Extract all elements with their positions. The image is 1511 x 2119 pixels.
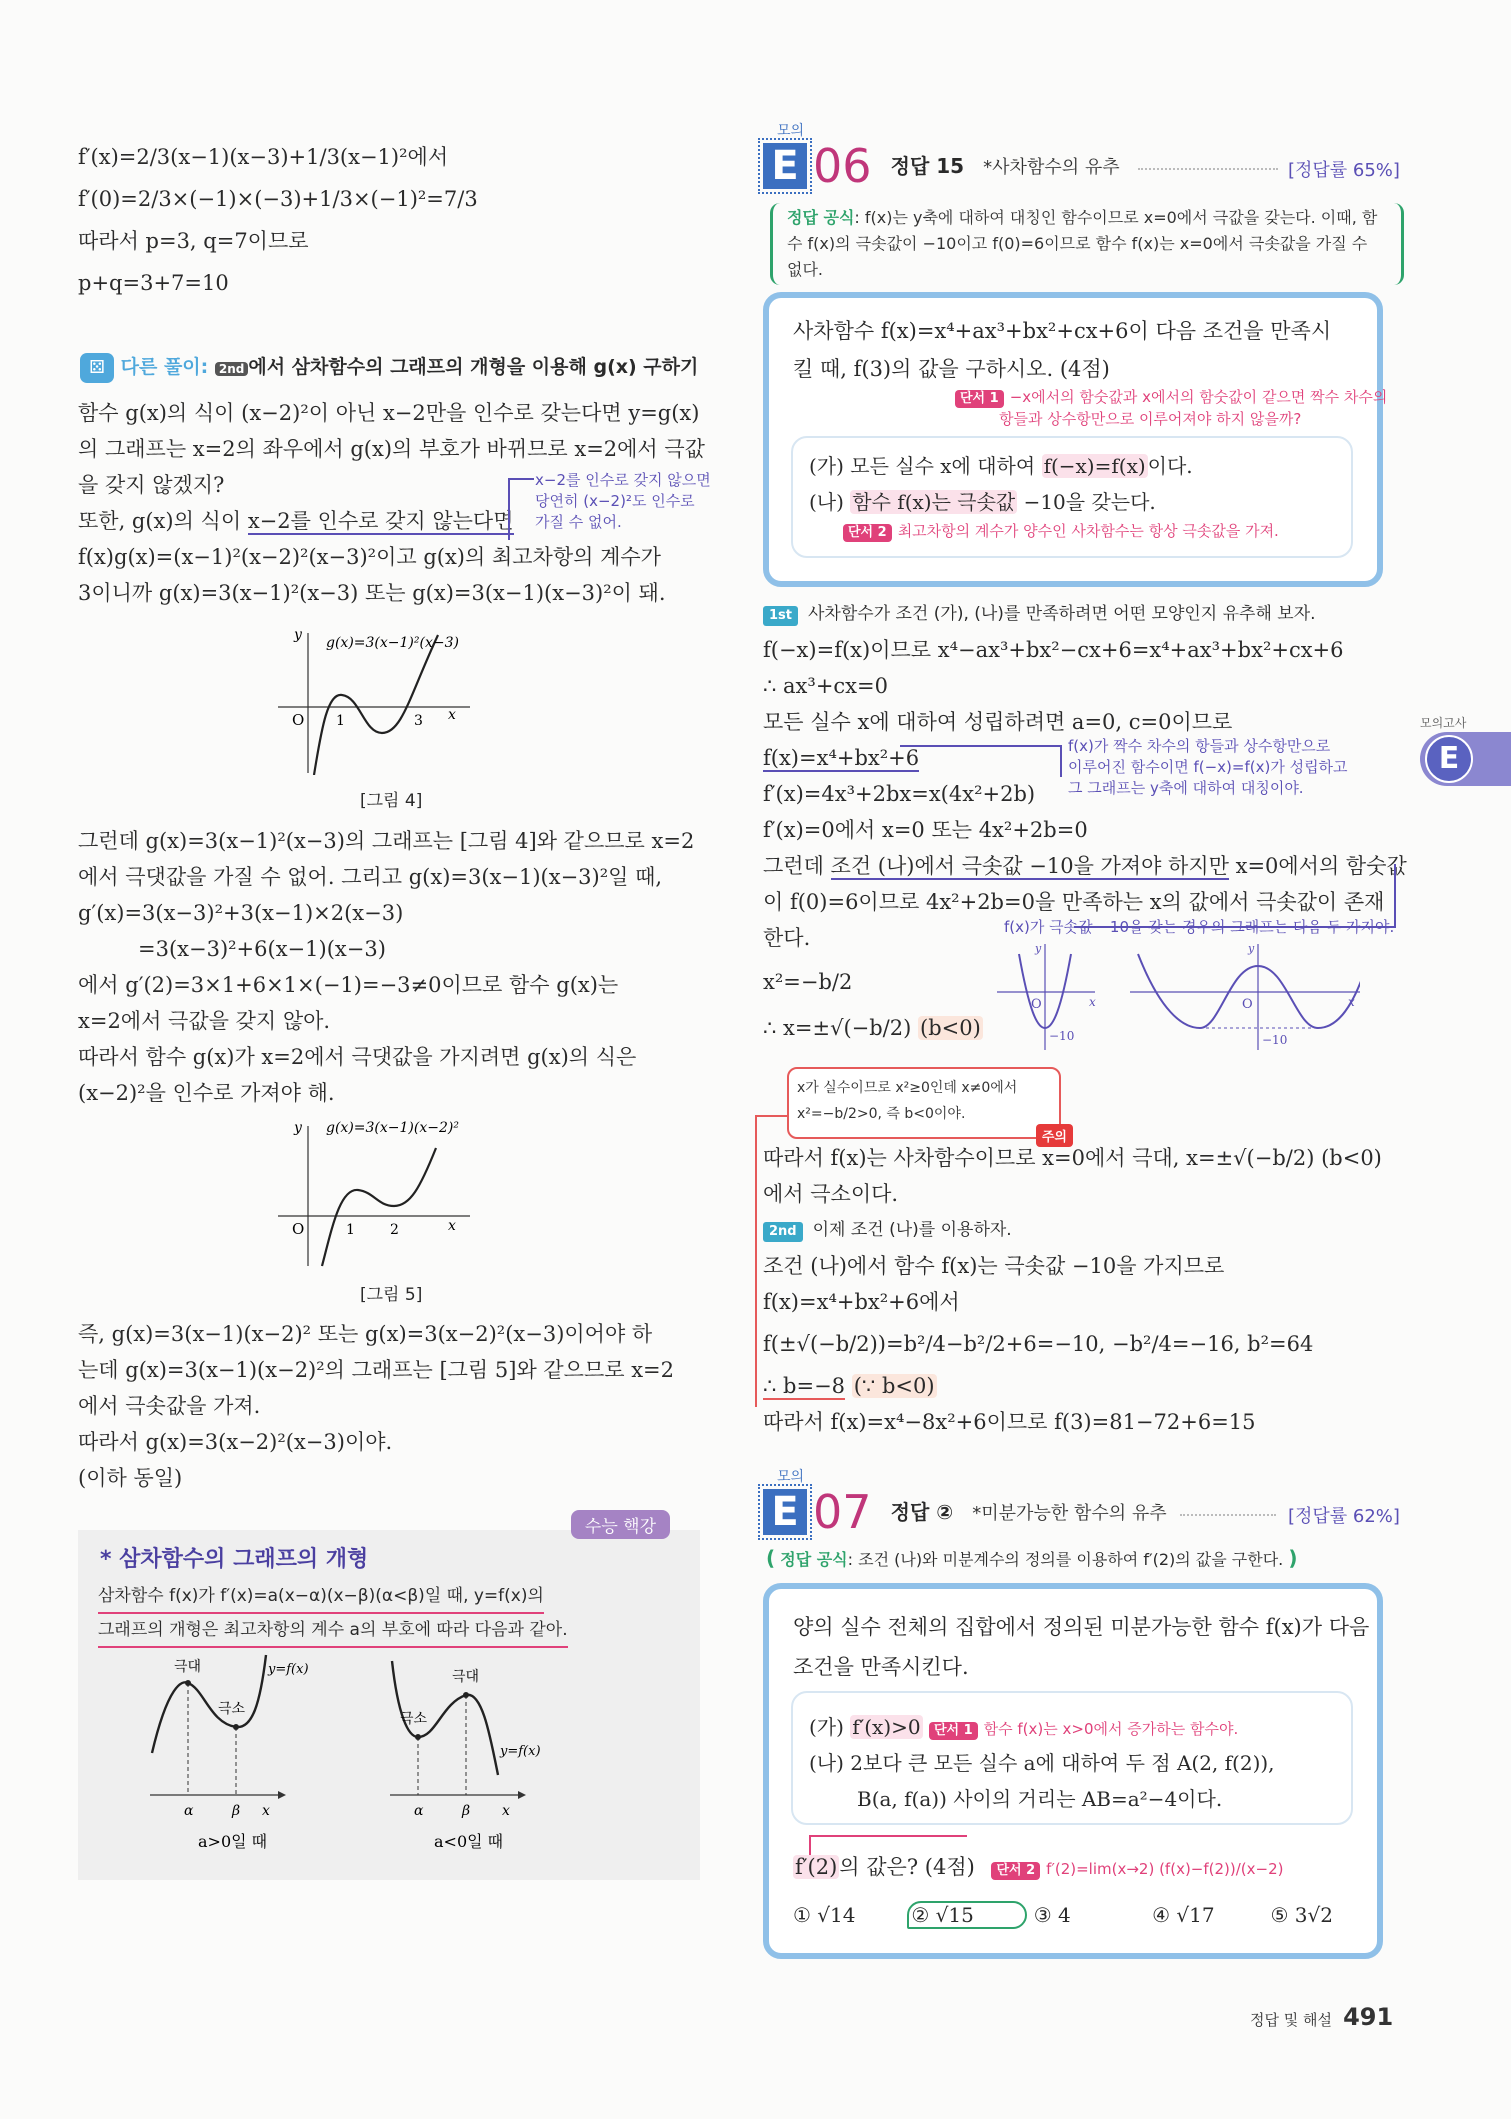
footer xyxy=(1250,2003,1393,2031)
formula-label: 정답 공식 xyxy=(780,1550,848,1569)
text-line: 3이니까 g(x)=3(x−1)²(x−3) 또는 g(x)=3(x−1)(x−3)²이 돼. xyxy=(78,581,666,605)
math-line: f′(0)=2/3×(−1)×(−3)+1/3×(−1)²=7/3 xyxy=(78,187,478,211)
tick-label: 1 xyxy=(336,713,345,729)
correct-rate: [정답률 62%] xyxy=(1288,1506,1400,1527)
text-line: 에서 극댓값을 가질 수 없어. 그리고 g(x)=3(x−1)(x−3)²일 때, xyxy=(78,865,663,889)
text-line: g′(x)=3(x−3)²+3(x−1)×2(x−3) xyxy=(78,901,404,925)
curve-label: y=f(x) xyxy=(500,1744,541,1759)
answer: 정답 15 xyxy=(890,154,965,178)
text-line: 이 f(0)=6이므로 4x²+2b=0을 만족하는 x의 값에서 극솟값이 존재 xyxy=(763,890,1385,914)
math-line: 따라서 p=3, q=7이므로 xyxy=(78,229,309,253)
question-line xyxy=(793,1851,1284,1881)
math-line: x²=−b/2 xyxy=(763,970,853,994)
origin-label: O xyxy=(1031,997,1042,1012)
text: (가) xyxy=(809,1715,851,1739)
note-even-function xyxy=(1068,736,1348,799)
x-label: x xyxy=(502,1803,510,1819)
axis-label-x: x xyxy=(448,1218,456,1234)
text: (가) 모든 실수 x에 대하여 xyxy=(809,454,1042,478)
note-line: 당연히 (x−2)²도 인수로 xyxy=(535,492,695,510)
curve xyxy=(322,1148,436,1266)
underlined-text: f(x)=x⁴+bx²+6 xyxy=(763,746,920,770)
figure-5-caption: [그림 5] xyxy=(360,1285,423,1305)
axis-label-y: y xyxy=(294,1120,302,1136)
text-line: 을 갖지 않겠지? xyxy=(78,473,225,497)
problem-text xyxy=(793,312,1331,388)
paren: ) xyxy=(1288,1546,1298,1570)
axis-arrow xyxy=(278,1791,286,1799)
problem-number: 07 xyxy=(813,1485,872,1539)
arrow-connector xyxy=(508,478,534,540)
dice-icon: ⚄ xyxy=(80,353,114,383)
hint-text: 항들과 상수항만으로 이루어져야 하지 않을까? xyxy=(999,410,1302,428)
text-line: 킬 때, f(3)의 값을 구하시오. (4점) xyxy=(793,357,1110,381)
text: 또한, g(x)의 식이 xyxy=(78,509,248,533)
conditions-box xyxy=(791,1691,1353,1825)
note-line: 이루어진 함수이면 f(−x)=f(x)가 성립하고 xyxy=(1068,758,1348,776)
side-tab[interactable] xyxy=(1420,732,1511,786)
curve-label: y=f(x) xyxy=(268,1662,309,1677)
highlight: (b<0) xyxy=(920,1016,981,1040)
tick-label: 2 xyxy=(390,1222,399,1238)
hint-text: −x에서의 함숫값과 x에서의 함숫값이 같으면 짝수 차수의 xyxy=(1009,388,1388,406)
text-line: f(x)g(x)=(x−1)²(x−2)²(x−3)²이고 g(x)의 최고차항의 계수가 xyxy=(78,545,661,569)
text-line: 따라서 g(x)=3(x−2)²(x−3)이야. xyxy=(78,1430,393,1454)
tip-box xyxy=(78,1517,700,1880)
hint-tag: 단서 1 xyxy=(955,390,1004,408)
choice-3[interactable]: ③ 4 xyxy=(1033,1903,1071,1927)
note-line: x−2를 인수로 갖지 않으면 xyxy=(535,471,711,489)
max-label: 극대 xyxy=(452,1669,480,1685)
tip-badge: 수능 핵강 xyxy=(571,1510,670,1539)
curve-label: g(x)=3(x−1)²(x−3) xyxy=(326,635,459,651)
figure-4-caption: [그림 4] xyxy=(360,791,423,811)
text-line: 양의 실수 전체의 집합에서 정의된 미분가능한 함수 f(x)가 다음 xyxy=(793,1615,1370,1639)
max-point xyxy=(463,1692,469,1698)
answer: 정답 ② xyxy=(890,1500,954,1524)
text-line: 한다. xyxy=(763,926,811,950)
text-line: f′(x)=0에서 x=0 또는 4x²+2b=0 xyxy=(763,818,1088,842)
side-tab-letter: E xyxy=(1425,735,1473,783)
axis-arrow xyxy=(518,1791,526,1799)
text-line: ∴ ax³+cx=0 xyxy=(763,674,888,698)
topic: *사차함수의 유추 xyxy=(983,157,1120,178)
text: 그런데 xyxy=(763,854,831,878)
correct-rate: [정답률 65%] xyxy=(1288,160,1400,181)
underlined-text: 조건 (나)에서 극솟값 −10을 가져야 하지만 xyxy=(830,854,1229,878)
figure-5-graph xyxy=(270,1118,480,1268)
page-number: 491 xyxy=(1343,2003,1394,2031)
question-text: 의 값은? (4점) xyxy=(839,1855,975,1879)
text-line: 의 그래프는 x=2의 좌우에서 g(x)의 부호가 바뀌므로 x=2에서 극값 xyxy=(78,437,705,461)
beta-label: β xyxy=(232,1803,241,1819)
math-line: p+q=3+7=10 xyxy=(78,271,229,295)
mock-label: 모의 xyxy=(777,1469,805,1485)
math-line: f′(x)=2/3(x−1)(x−3)+1/3(x−1)²에서 xyxy=(78,145,449,169)
curve xyxy=(152,1655,266,1753)
x-label: x xyxy=(1089,995,1096,1009)
beta-label: β xyxy=(462,1803,471,1819)
choice-2-selected[interactable]: ② √15 xyxy=(907,1901,1027,1929)
text-line: (x−2)²을 인수로 가져야 해. xyxy=(78,1081,335,1105)
problem-box xyxy=(763,1583,1383,1959)
condition-b-cont: B(a, f(a)) 사이의 거리는 AB=a²−4이다. xyxy=(857,1787,1223,1811)
hint-text: 함수 f(x)는 x>0에서 증가하는 함수야. xyxy=(983,1720,1239,1738)
text-line: 모든 실수 x에 대하여 성립하려면 a=0, c=0이므로 xyxy=(763,710,1233,734)
curve xyxy=(1138,954,1360,1028)
text-line: f′(x)=4x³+2bx=x(4x²+2b) xyxy=(763,782,1036,806)
highlight: f′(2) xyxy=(795,1855,838,1879)
alpha-label: α xyxy=(184,1803,194,1819)
result-text: ∴ b=−8 xyxy=(763,1374,846,1398)
y-label: y xyxy=(1035,942,1042,955)
text-line: f(−x)=f(x)이므로 x⁴−ax³+bx²−cx+6=x⁴+ax³+bx²+cx+6 xyxy=(763,638,1344,662)
axis-label-y: y xyxy=(294,627,302,643)
section-letter: E xyxy=(763,1489,807,1535)
side-note xyxy=(535,470,711,533)
choice-4[interactable]: ④ √17 xyxy=(1152,1903,1215,1927)
arrow-connector xyxy=(900,745,1062,777)
text-line: (이하 동일) xyxy=(78,1466,183,1490)
mock-label: 모의 xyxy=(777,123,805,139)
e07-header xyxy=(763,1485,1167,1545)
text-line: 그런데 g(x)=3(x−1)²(x−3)의 그래프는 [그림 4]와 같으므로 x=2 xyxy=(78,829,695,853)
text-line: 따라서 함수 g(x)가 x=2에서 극댓값을 가지려면 g(x)의 식은 xyxy=(78,1045,637,1069)
hint-tag: 단서 2 xyxy=(991,1862,1040,1880)
note-line: f(x)가 짝수 차수의 항들과 상수항만으로 xyxy=(1068,737,1331,755)
choice-1[interactable]: ① √14 xyxy=(793,1903,856,1927)
tick-label: 3 xyxy=(414,713,423,729)
condition-a xyxy=(809,448,1279,484)
math-line: f(±√(−b/2))=b²/4−b²/2+6=−10, −b²/4=−16, b²=64 xyxy=(763,1332,1314,1356)
section-letter: E xyxy=(763,143,807,189)
axis-label-x: x xyxy=(448,707,456,723)
step-badge: 1st xyxy=(763,606,798,626)
caution-line: x가 실수이므로 x²≥0인데 x≠0에서 xyxy=(797,1080,1018,1096)
text-line: 사차함수 f(x)=x⁴+ax³+bx²+cx+6이 다음 조건을 만족시 xyxy=(793,319,1332,343)
underlined-text: x−2를 인수로 갖지 않는다면 xyxy=(247,509,514,533)
text-line: 조건을 만족시킨다. xyxy=(793,1655,969,1679)
alt-solution-header xyxy=(80,352,698,383)
text: −10을 갖는다. xyxy=(1017,490,1156,514)
hint-text: 최고차항의 계수가 양수인 사차함수는 항상 극솟값을 가져. xyxy=(897,522,1279,540)
condition-b xyxy=(809,484,1279,520)
math-text: ∴ x=±√(−b/2) xyxy=(763,1016,912,1040)
tip-line: 삼차함수 f(x)가 f′(x)=a(x−α)(x−β)(α<β)일 때, y=f(x)의 xyxy=(98,1580,544,1614)
graph-caption: a>0일 때 xyxy=(198,1832,268,1851)
alt-solution-body-3 xyxy=(78,1316,674,1496)
problem-text xyxy=(793,1607,1369,1687)
step-title: 사차함수가 조건 (가), (나)를 만족하려면 어떤 모양인지 유추해 보자. xyxy=(808,604,1316,624)
value-label: −10 xyxy=(1049,1029,1075,1043)
min-label: 극소 xyxy=(400,1711,428,1727)
alt-label: 다른 풀이: xyxy=(120,356,209,378)
topic: *미분가능한 함수의 유추 xyxy=(972,1503,1167,1524)
caution-box xyxy=(787,1067,1067,1145)
hint-2 xyxy=(809,520,1279,542)
value-label: −10 xyxy=(1262,1033,1288,1047)
quartic-graph-1 xyxy=(995,940,1105,1050)
answer-formula xyxy=(766,1546,1298,1570)
text-line: 에서 g′(2)=3×1+6×1×(−1)=−3≠0이므로 함수 g(x)는 xyxy=(78,973,619,997)
text-line: x=2에서 극값을 갖지 않아. xyxy=(78,1009,331,1033)
step-badge: 2nd xyxy=(763,1222,803,1242)
curve xyxy=(314,635,438,775)
max-label: 극대 xyxy=(174,1659,202,1675)
formula-text: : 조건 (나)와 미분계수의 정의를 이용하여 f′(2)의 값을 구한다. xyxy=(847,1550,1284,1569)
figure-4-graph xyxy=(270,625,480,775)
origin-label: O xyxy=(292,1220,305,1238)
origin-label: O xyxy=(292,711,305,729)
footer-label: 정답 및 해설 xyxy=(1250,2011,1332,2029)
text: x=0에서의 함숫값 xyxy=(1228,854,1407,878)
e06-header xyxy=(763,139,1120,199)
hint-tag: 단서 1 xyxy=(929,1722,978,1740)
caution-line: x²=−b/2>0, 즉 b<0이야. xyxy=(797,1106,966,1122)
highlight: f′(x)>0 xyxy=(852,1715,921,1739)
conditions-box xyxy=(791,436,1353,558)
note-line: 그 그래프는 y축에 대하여 대칭이야. xyxy=(1068,779,1304,797)
alpha-label: α xyxy=(414,1803,424,1819)
choice-5[interactable]: ⑤ 3√2 xyxy=(1270,1903,1333,1927)
tip-line: 그래프의 개형은 최고차항의 계수 a의 부호에 따라 다음과 같아. xyxy=(98,1614,568,1648)
text-line: 조건 (나)에서 함수 f(x)는 극솟값 −10을 가지므로 xyxy=(763,1254,1225,1278)
text-line: =3(x−3)²+6(x−1)(x−3) xyxy=(138,937,386,961)
e06-solution-2 xyxy=(763,1140,1382,1440)
text-line: 는데 g(x)=3(x−1)(x−2)²의 그래프는 [그림 5]와 같으므로 x=2 xyxy=(78,1358,675,1382)
answer-formula xyxy=(770,203,1404,285)
dotted-leader xyxy=(1180,1514,1276,1516)
step-title: 이제 조건 (나)를 이용하자. xyxy=(812,1220,1012,1240)
note-graphs: f(x)가 극솟값 −10을 갖는 경우의 그래프는 다음 두 가지야. xyxy=(1004,918,1395,936)
text-line: 에서 극소이다. xyxy=(763,1182,899,1206)
y-label: y xyxy=(1248,942,1255,955)
note-line: 가질 수 없어. xyxy=(535,513,622,531)
condition-a xyxy=(809,1709,1275,1745)
formula-text: : f(x)는 y축에 대하여 대칭인 함수이므로 x=0에서 극값을 갖는다. 이때, 함수 f(x)의 극솟값이 −10이고 f(0)=6이므로 함수 f(x)는 x=0에서 극솟값을 가질 수 없다. xyxy=(787,208,1378,279)
tip-body xyxy=(98,1580,568,1648)
condition-b: (나) 2보다 큰 모든 실수 a에 대하여 두 점 A(2, f(2)), xyxy=(809,1751,1275,1775)
hint-tag: 단서 2 xyxy=(843,524,892,542)
tip-title: * 삼차함수의 그래프의 개형 xyxy=(100,1547,369,1572)
arrow-connector xyxy=(1074,864,1396,928)
step-badge: 2nd xyxy=(215,362,248,376)
graph-caption: a<0일 때 xyxy=(434,1832,504,1851)
alt-solution-body-2 xyxy=(78,823,694,1111)
final-answer-line: 따라서 f(x)=x⁴−8x²+6이므로 f(3)=81−72+6=15 xyxy=(763,1410,1256,1434)
text-line: 함수 g(x)의 식이 (x−2)²이 아닌 x−2만을 인수로 갖는다면 y=g(x) xyxy=(78,401,700,425)
text-line: f(x)=x⁴+bx²+6에서 xyxy=(763,1290,960,1314)
problem-number: 06 xyxy=(813,139,872,193)
answer-choices xyxy=(793,1901,1350,1929)
text-line: 즉, g(x)=3(x−1)(x−2)² 또는 g(x)=3(x−2)²(x−3)이어야 하 xyxy=(78,1322,653,1346)
min-label: 극소 xyxy=(218,1701,246,1717)
highlight: (∵ b<0) xyxy=(853,1374,935,1398)
alt-title: 에서 삼차함수의 그래프의 개형을 이용해 g(x) 구하기 xyxy=(248,356,699,378)
problem-box xyxy=(763,292,1388,587)
max-point xyxy=(185,1680,191,1686)
min-point xyxy=(233,1724,239,1730)
text-line: 따라서 f(x)는 사차함수이므로 x=0에서 극대, x=±√(−b/2) (b<0) xyxy=(763,1146,1382,1170)
hint-1 xyxy=(955,386,1387,430)
x-label: x xyxy=(1348,995,1355,1009)
quartic-graph-2 xyxy=(1090,940,1360,1050)
cubic-graph-positive xyxy=(138,1645,378,1855)
cubic-graph-negative xyxy=(378,1645,618,1855)
tick-label: 1 xyxy=(346,1222,355,1238)
dotted-leader xyxy=(1138,168,1278,170)
formula-label: 정답 공식 xyxy=(787,208,855,227)
highlight: f(−x)=f(x) xyxy=(1043,454,1146,478)
highlight: 함수 f(x)는 극솟값 xyxy=(852,490,1016,514)
text-line: 에서 극솟값을 가져. xyxy=(78,1394,261,1418)
text: (나) xyxy=(809,490,851,514)
text: 이다. xyxy=(1147,454,1193,478)
hint-text: f′(2)=lim(x→2) (f(x)−f(2))/(x−2) xyxy=(1046,1860,1284,1878)
intro-solution xyxy=(78,136,478,304)
paren: ( xyxy=(766,1546,776,1570)
curve-label: g(x)=3(x−1)(x−2)² xyxy=(326,1120,459,1136)
caution-tag: 주의 xyxy=(1036,1124,1073,1147)
origin-label: O xyxy=(1242,997,1253,1012)
side-tab-label: 모의고사 xyxy=(1420,716,1467,730)
min-point xyxy=(415,1734,421,1740)
x-label: x xyxy=(262,1803,270,1819)
